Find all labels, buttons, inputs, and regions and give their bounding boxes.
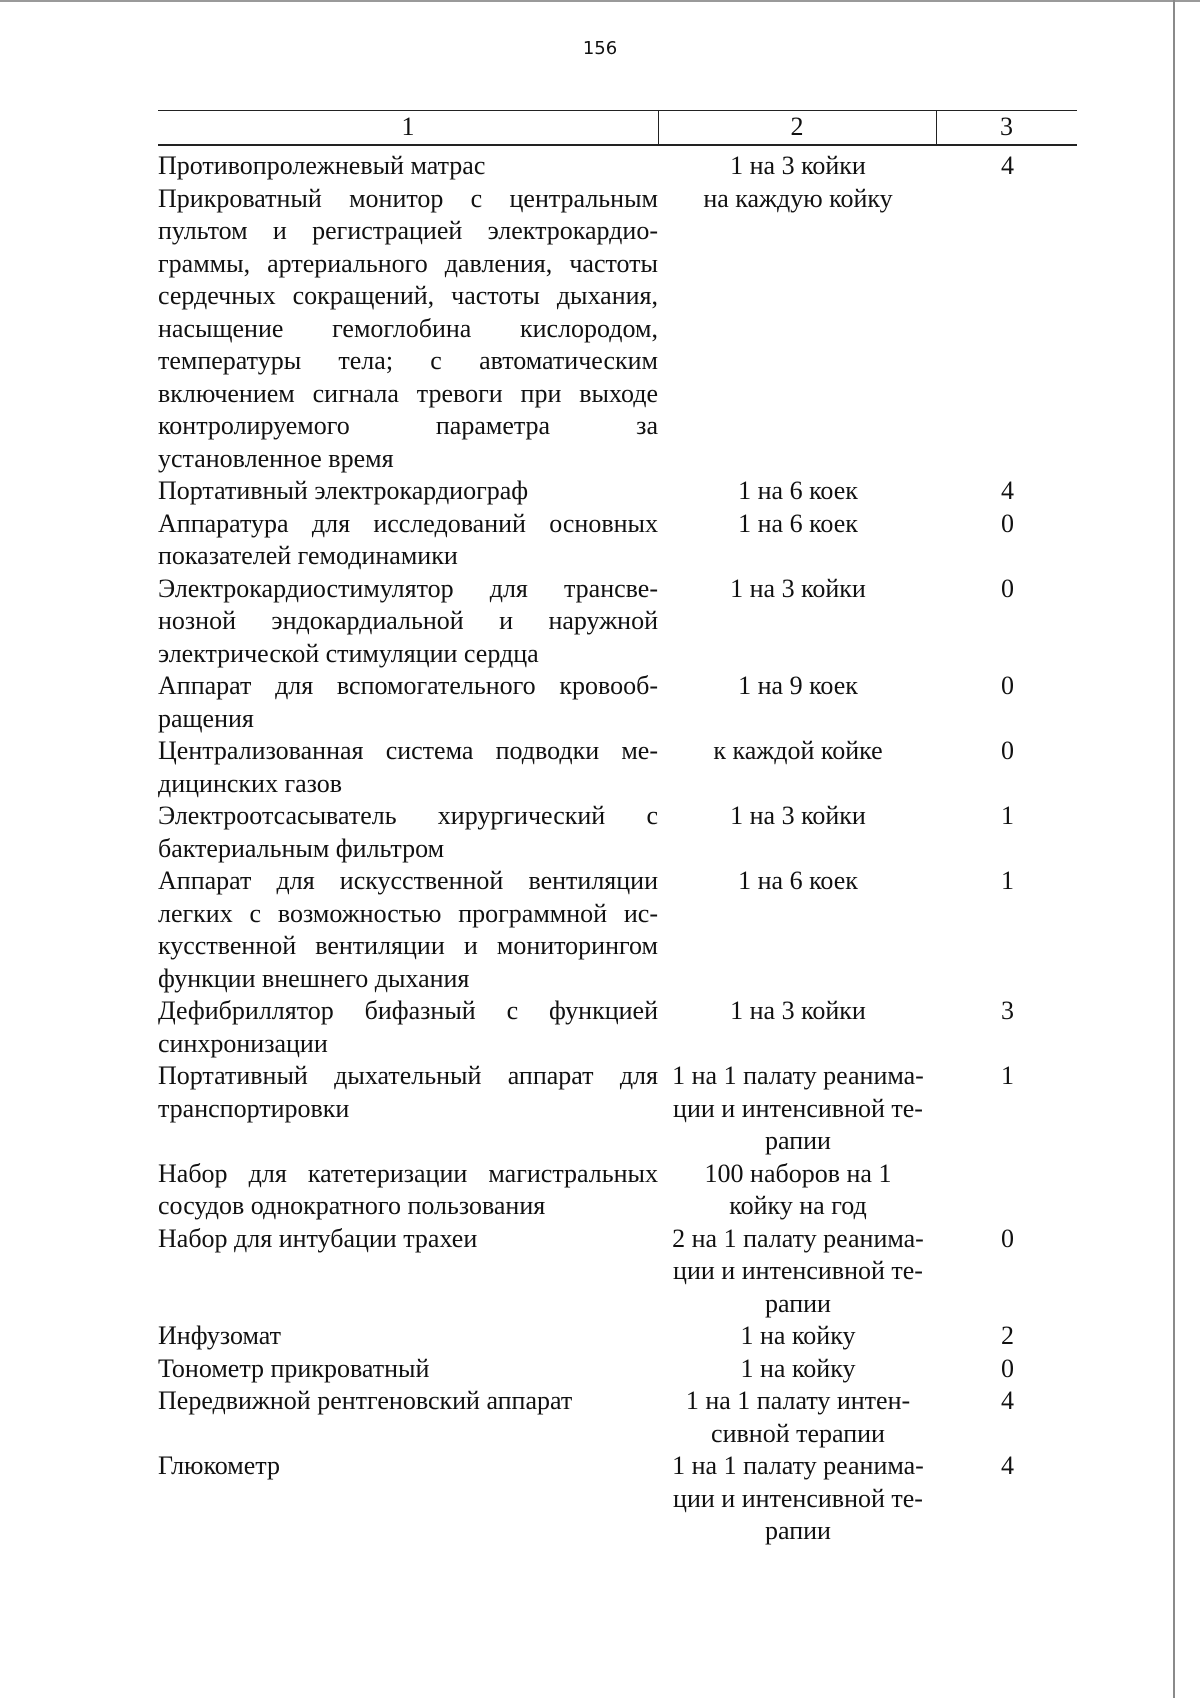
- header-col-2: 2: [790, 112, 804, 141]
- equipment-name: Тонометр прикроватный: [158, 1353, 430, 1383]
- equipment-norm: к каждой койке: [713, 736, 883, 765]
- header-col-1: 1: [401, 112, 415, 141]
- table-row: [158, 508, 1077, 573]
- equipment-value: 0: [1001, 508, 1014, 538]
- equipment-norm: 1 на 6 коек: [738, 866, 858, 895]
- table-row: [158, 735, 1077, 800]
- equipment-value: 0: [1001, 671, 1014, 700]
- equipment-norm: 1 на 1 палату реанима- ции и интенсивной те- рапии: [672, 1451, 924, 1545]
- table-body: [158, 150, 1077, 1548]
- equipment-name: Электрокардиостимулятор для трансвенозной эндокардиальной и наружной электрической стимуляции сердца: [158, 573, 658, 668]
- equipment-norm: 1 на 3 койки: [730, 801, 866, 830]
- equipment-norm: 2 на 1 палату реанима- ции и интенсивной те- рапии: [672, 1223, 924, 1318]
- scan-right-edge: [1173, 0, 1175, 1698]
- equipment-name: Глюкометр: [158, 1451, 280, 1480]
- equipment-value: 1: [1001, 801, 1014, 830]
- equipment-norm: 1 на 3 койки: [730, 996, 866, 1025]
- equipment-value: 0: [1001, 1353, 1014, 1383]
- equipment-name: Портативный электрокардиограф: [158, 476, 529, 505]
- equipment-name: Противопролежневый матрас: [158, 151, 486, 180]
- equipment-norm: 1 на 1 палату интен- сивной терапии: [685, 1386, 911, 1448]
- equipment-value: 4: [1001, 1386, 1014, 1415]
- table-row: [158, 995, 1077, 1060]
- equipment-norm: на каждую койку: [703, 183, 893, 213]
- equipment-value: 1: [1001, 866, 1014, 895]
- table-row: [158, 800, 1077, 865]
- table-row: [158, 150, 1077, 183]
- equipment-name: Портативный дыхательный аппарат для транспортировки: [158, 1061, 658, 1123]
- equipment-norm: 1 на койку: [740, 1353, 856, 1383]
- equipment-norm: 100 наборов на 1 койку на год: [704, 1158, 892, 1220]
- table-row: [158, 1385, 1077, 1450]
- table-row: [158, 670, 1077, 735]
- equipment-value: 4: [1001, 1451, 1014, 1480]
- equipment-value: 3: [1001, 996, 1014, 1025]
- equipment-name: Аппарат для искусственной вентиляции легких с возможностью программной искусственной вентиляции и мониторингом функции внешнего дыхания: [158, 866, 658, 993]
- scan-top-edge: [0, 0, 1200, 2]
- equipment-norm: 1 на койку: [740, 1321, 856, 1350]
- equipment-name: Набор для интубации трахеи: [158, 1223, 478, 1253]
- equipment-value: 0: [1001, 1223, 1014, 1253]
- equipment-norm: 1 на 6 коек: [738, 476, 858, 505]
- table-row: [158, 1158, 1077, 1223]
- equipment-name: Передвижной рентгеновский аппарат: [158, 1386, 573, 1415]
- equipment-norm: 1 на 3 койки: [730, 151, 866, 180]
- equipment-name: Аппаратура для исследований основных показателей гемодинамики: [158, 508, 658, 570]
- equipment-value: 4: [1001, 151, 1014, 180]
- equipment-name: Дефибриллятор бифазный с функцией синхронизации: [158, 996, 658, 1058]
- table-row: [158, 1320, 1077, 1353]
- table-row: [158, 1353, 1077, 1386]
- equipment-name: Инфузомат: [158, 1321, 282, 1350]
- equipment-norm: 1 на 9 коек: [738, 671, 858, 700]
- equipment-name: Аппарат для вспомогательного кровообращения: [158, 671, 658, 733]
- table-row: [158, 1060, 1077, 1158]
- equipment-value: 2: [1001, 1321, 1014, 1350]
- equipment-value: 0: [1001, 736, 1014, 765]
- equipment-norm: 1 на 3 койки: [730, 573, 866, 603]
- header-col-3: 3: [1000, 112, 1013, 141]
- equipment-name: Прикроватный монитор с центральным пультом и регистрацией электрокардиограммы, артериального давления, частоты сердечных сокращений, частоты дыхания, насыщение гемоглобина кислородом, температуры тела; с автоматическим включением сигнала тревоги при выходе контролируемого параметра за установленное время: [158, 183, 658, 473]
- equipment-value: 1: [1001, 1061, 1014, 1090]
- equipment-norm: 1 на 6 коек: [738, 508, 858, 538]
- equipment-norm: 1 на 1 палату реанима- ции и интенсивной те- рапии: [672, 1061, 924, 1155]
- equipment-value: 4: [1001, 476, 1014, 505]
- table-row: [158, 1450, 1077, 1548]
- table-row: [158, 573, 1077, 671]
- page-number: 156: [582, 38, 618, 59]
- equipment-name: Электроотсасыватель хирургический с бактериальным фильтром: [158, 801, 658, 863]
- equipment-name: Набор для катетеризации магистральных сосудов однократного пользования: [158, 1158, 658, 1220]
- table-row: [158, 183, 1077, 476]
- header-bottom-rule: [158, 144, 1077, 146]
- table-row: [158, 475, 1077, 508]
- equipment-name: Централизованная система подводки медицинских газов: [158, 736, 658, 798]
- table-row: [158, 865, 1077, 995]
- table-row: [158, 1223, 1077, 1321]
- equipment-value: 0: [1001, 573, 1014, 603]
